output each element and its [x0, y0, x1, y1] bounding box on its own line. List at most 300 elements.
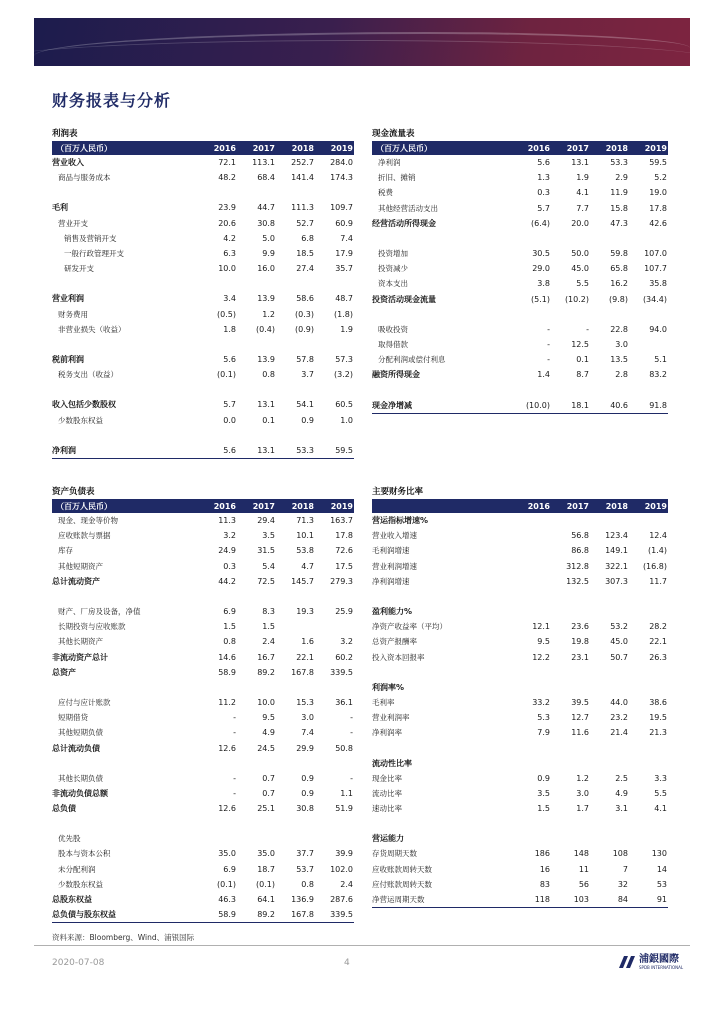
table-cell: 18.7: [257, 864, 275, 874]
table-cell: 6.8: [301, 233, 314, 243]
table-cell: (0.4): [256, 324, 275, 334]
table-cell: (10.0): [525, 400, 550, 410]
row-label: 收入包括少数股权: [52, 400, 116, 410]
table-header: [372, 142, 668, 155]
table-cell: 312.8: [566, 561, 589, 571]
row-label: 少数股东权益: [58, 415, 103, 425]
table-cell: 23.2: [610, 713, 628, 723]
spacer-row: [52, 185, 354, 200]
table-row: [372, 846, 668, 861]
table-cell: (9.8): [609, 294, 628, 304]
table-cell: 24.9: [218, 546, 236, 556]
table-cell: 3.0: [615, 339, 628, 349]
table-cell: 21.3: [649, 728, 667, 738]
table-row: [372, 559, 668, 574]
row-label: 非流动资产总计: [52, 652, 108, 662]
table-row: [372, 513, 668, 528]
table-cell: 8.3: [262, 607, 275, 617]
table-cell: 53.3: [296, 445, 314, 455]
year-header: 2018: [605, 144, 628, 153]
table-row: [52, 443, 354, 458]
table-row: [52, 412, 354, 427]
table-cell: (1.4): [648, 546, 667, 556]
table-cell: (16.8): [642, 561, 667, 571]
table-cell: 14: [656, 864, 667, 874]
table-cell: 149.1: [605, 546, 628, 556]
row-label: 现金净增减: [372, 400, 412, 410]
table-cell: 279.3: [330, 576, 353, 586]
year-header: 2018: [291, 502, 314, 511]
table-cell: 13.1: [571, 158, 589, 168]
table-body: [372, 155, 668, 414]
table-cell: 1.4: [537, 370, 550, 380]
table-cell: 89.2: [257, 910, 275, 920]
table-cell: 1.5: [537, 804, 550, 814]
table-row: [52, 291, 354, 306]
spacer-row: [372, 589, 668, 604]
table-cell: 18.5: [296, 249, 314, 259]
table-cell: 3.8: [537, 279, 550, 289]
row-label: 存货周期天数: [372, 849, 417, 859]
spacer-row: [372, 816, 668, 831]
row-label: 总负债与股东权益: [52, 910, 116, 920]
table-cell: 52.7: [296, 218, 314, 228]
table-cell: (0.3): [295, 309, 314, 319]
table-cell: 8.7: [576, 370, 589, 380]
spacer-row: [372, 740, 668, 755]
table-cell: 0.9: [301, 788, 314, 798]
table-cell: 4.9: [615, 788, 628, 798]
row-label: 营运能力: [372, 834, 404, 844]
table-body: [52, 155, 354, 459]
table-row: [52, 634, 354, 649]
section-title: 主要财务比率: [372, 486, 668, 500]
table-cell: 109.7: [330, 203, 353, 213]
table-cell: -: [233, 728, 236, 738]
table-cell: 163.7: [330, 516, 353, 526]
year-header: 2017: [252, 144, 275, 153]
table-cell: 10.0: [218, 264, 236, 274]
row-label: 速动比率: [372, 804, 402, 814]
spacer-row: [372, 382, 668, 397]
table-cell: 7.4: [301, 728, 314, 738]
table-row: [52, 771, 354, 786]
table-cell: 0.1: [576, 355, 589, 365]
table-row: [52, 892, 354, 907]
table-cell: 1.5: [223, 622, 236, 632]
table-row: [372, 367, 668, 382]
spacer-row: [52, 680, 354, 695]
table-cell: 252.7: [291, 158, 314, 168]
table-cell: (3.2): [334, 370, 353, 380]
table-row: [52, 907, 354, 922]
table-cell: 57.3: [335, 354, 353, 364]
table-row: [52, 604, 354, 619]
row-label: 投资活动现金流量: [372, 294, 436, 304]
table-cell: 5.4: [262, 561, 275, 571]
table-cell: 5.7: [537, 203, 550, 213]
table-body: [52, 513, 354, 923]
table-cell: 287.6: [330, 895, 353, 905]
year-header: 2018: [291, 144, 314, 153]
table-row: [52, 846, 354, 861]
row-label: 现金比率: [372, 773, 402, 783]
row-label: 融资所得现金: [372, 370, 420, 380]
table-row: [52, 246, 354, 261]
table-cell: 30.8: [296, 804, 314, 814]
row-label: 盈利能力%: [372, 607, 413, 617]
table-row: [52, 862, 354, 877]
spacer-row: [52, 337, 354, 352]
table-cell: 45.0: [571, 264, 589, 274]
table-cell: 103: [573, 895, 589, 905]
section-title: 资产负债表: [52, 486, 354, 500]
table-row: [52, 397, 354, 412]
table-cell: 1.9: [340, 324, 353, 334]
table-row: [52, 231, 354, 246]
row-label: 总负债: [52, 804, 76, 814]
table-row: [372, 831, 668, 846]
table-cell: 30.8: [257, 218, 275, 228]
table-body: [372, 513, 668, 908]
table-cell: 3.7: [301, 370, 314, 380]
table-cell: (0.1): [217, 879, 236, 889]
footer-date: 2020-07-08: [52, 958, 105, 968]
table-cell: 5.0: [262, 233, 275, 243]
row-label: 营业收入: [52, 158, 84, 168]
logo-text-en: SPDB INTERNATIONAL: [639, 964, 684, 970]
table-row: [52, 170, 354, 185]
logo-text-cn: 浦銀國際: [639, 953, 679, 965]
table-cell: 136.9: [291, 895, 314, 905]
table-cell: 14.6: [218, 652, 236, 662]
row-label: 税前利润: [52, 354, 84, 364]
row-label: 现金、现金等价物: [58, 516, 118, 526]
table-cell: 118: [534, 895, 550, 905]
page-number: 4: [344, 958, 350, 968]
table-cell: 23.6: [571, 622, 589, 632]
page-title: 财务报表与分析: [52, 91, 172, 110]
table-row: [372, 292, 668, 307]
table-cell: 46.3: [218, 895, 236, 905]
table-cell: 3.0: [576, 788, 589, 798]
table-row: [52, 725, 354, 740]
table-cell: 19.0: [649, 188, 667, 198]
table-cell: 5.6: [223, 354, 236, 364]
spacer-row: [52, 428, 354, 443]
table-cell: 26.3: [649, 652, 667, 662]
table-cell: 48.7: [335, 294, 353, 304]
table-cell: 12.2: [532, 652, 550, 662]
table-cell: 7.7: [576, 203, 589, 213]
table-cell: 2.8: [615, 370, 628, 380]
table-cell: 0.8: [301, 879, 314, 889]
table-row: [372, 604, 668, 619]
table-cell: 2.4: [340, 879, 353, 889]
year-header: 2017: [252, 502, 275, 511]
table-cell: 10.1: [296, 531, 314, 541]
table-cell: 1.5: [262, 622, 275, 632]
table-cell: 102.0: [330, 864, 353, 874]
table-row: [52, 801, 354, 816]
table-cell: 5.5: [576, 279, 589, 289]
table-row: [372, 155, 668, 170]
row-label: 吸收投资: [378, 324, 408, 334]
table-cell: 19.5: [649, 713, 667, 723]
table-cell: 21.4: [610, 728, 628, 738]
table-cell: 54.1: [296, 400, 314, 410]
table-cell: 15.8: [610, 203, 628, 213]
table-cell: 59.5: [335, 445, 353, 455]
table-cell: 1.2: [576, 773, 589, 783]
table-row: [372, 170, 668, 185]
table-row: [52, 261, 354, 276]
row-label: 销售及营销开支: [64, 233, 117, 243]
table-cell: 3.5: [537, 788, 550, 798]
row-label: 毛利: [52, 203, 68, 213]
table-cell: 60.5: [335, 400, 353, 410]
table-cell: 29.4: [257, 516, 275, 526]
table-cell: 48.2: [218, 173, 236, 183]
table-cell: 12.6: [218, 804, 236, 814]
table-cell: 72.6: [335, 546, 353, 556]
table-cell: 17.8: [335, 531, 353, 541]
table-cell: 40.6: [610, 400, 628, 410]
table-cell: 2.9: [615, 173, 628, 183]
spacer-row: [52, 276, 354, 291]
table-cell: 322.1: [605, 561, 628, 571]
table-cell: 94.0: [649, 324, 667, 334]
row-label: 其他经营活动支出: [378, 203, 438, 213]
table-cell: 44.2: [218, 576, 236, 586]
table-row: [52, 367, 354, 382]
table-cell: 0.7: [262, 788, 275, 798]
table-row: [372, 276, 668, 291]
table-cell: 113.1: [252, 158, 275, 168]
table-cell: 10.0: [257, 697, 275, 707]
row-label: 短期借贷: [58, 713, 88, 723]
table-cell: 22.8: [610, 324, 628, 334]
table-row: [52, 740, 354, 755]
year-header: 2017: [566, 144, 589, 153]
table-cell: 71.3: [296, 516, 314, 526]
table-cell: 12.4: [649, 531, 667, 541]
table-cell: 22.1: [296, 652, 314, 662]
table-cell: 5.3: [537, 713, 550, 723]
table-cell: 29.0: [532, 264, 550, 274]
table-cell: (6.4): [531, 218, 550, 228]
table-row: [372, 261, 668, 276]
table-row: [372, 619, 668, 634]
table-cell: 7: [622, 864, 628, 874]
row-label: 税费: [378, 188, 393, 198]
table-cell: 17.5: [335, 561, 353, 571]
table-row: [52, 574, 354, 589]
table-row: [372, 543, 668, 558]
row-label: 营运指标增速%: [372, 516, 429, 526]
year-header: 2019: [330, 502, 353, 511]
table-cell: 35.0: [257, 849, 275, 859]
row-label: 营业收入增速: [372, 531, 417, 541]
row-label: 优先股: [58, 834, 81, 844]
table-cell: 0.3: [537, 188, 550, 198]
unit-label: （百万人民币）: [376, 144, 432, 153]
table-row: [372, 337, 668, 352]
table-cell: (0.5): [217, 309, 236, 319]
table-row: [52, 528, 354, 543]
table-cell: (0.9): [295, 324, 314, 334]
table-cell: 83: [539, 879, 550, 889]
table-row: [52, 831, 354, 846]
row-label: 净营运周期天数: [372, 895, 425, 905]
row-label: 营业开支: [58, 218, 88, 228]
table-row: [372, 755, 668, 770]
table-cell: 6.3: [223, 249, 236, 259]
row-label: 净利润增速: [372, 576, 410, 586]
table-cell: 58.6: [296, 294, 314, 304]
table-cell: 4.1: [654, 804, 667, 814]
table-cell: 6.9: [223, 607, 236, 617]
row-label: 经营活动所得现金: [372, 218, 436, 228]
table-cell: (1.8): [334, 309, 353, 319]
table-row: [52, 619, 354, 634]
table-cell: 3.0: [301, 713, 314, 723]
table-cell: 1.8: [223, 324, 236, 334]
table-cell: 2.5: [615, 773, 628, 783]
table-cell: 84: [617, 895, 628, 905]
table-row: [372, 528, 668, 543]
year-header: 2017: [566, 502, 589, 511]
table-cell: 17.8: [649, 203, 667, 213]
table-cell: 3.2: [340, 637, 353, 647]
spacer-row: [372, 307, 668, 322]
row-label: 应收账款周转天数: [372, 864, 432, 874]
table-cell: 3.4: [223, 294, 236, 304]
table-row: [372, 680, 668, 695]
row-label: 应付与应计账款: [58, 697, 111, 707]
table-cell: 1.3: [537, 173, 550, 183]
table-cell: 53.7: [296, 864, 314, 874]
row-label: 一般行政管理开支: [64, 249, 124, 259]
table-cell: 44.7: [257, 203, 275, 213]
table-cell: 9.5: [262, 713, 275, 723]
table-cell: -: [350, 773, 353, 783]
table-cell: 25.1: [257, 804, 275, 814]
table-cell: 1.2: [262, 309, 275, 319]
spdb-logo: [618, 954, 683, 970]
table-cell: 16: [539, 864, 550, 874]
row-label: 少数股东权益: [58, 879, 103, 889]
table-cell: 13.1: [257, 400, 275, 410]
table-cell: 53: [656, 879, 667, 889]
row-label: 财务费用: [58, 309, 88, 319]
row-label: 营业利润率: [372, 713, 410, 723]
table-cell: 60.2: [335, 652, 353, 662]
row-label: 净资产收益率（平均）: [372, 622, 447, 632]
row-label: 流动性比率: [372, 758, 412, 768]
row-label: 流动比率: [372, 788, 402, 798]
table-cell: 19.8: [571, 637, 589, 647]
table-cell: 0.9: [301, 415, 314, 425]
table-cell: 38.6: [649, 697, 667, 707]
table-row: [372, 322, 668, 337]
table-cell: 15.3: [296, 697, 314, 707]
table-cell: 148: [573, 849, 589, 859]
row-label: 投入资本回报率: [372, 652, 425, 662]
row-label: 毛利率: [372, 697, 395, 707]
table-cell: 1.9: [576, 173, 589, 183]
table-cell: 19.3: [296, 607, 314, 617]
table-cell: 1.6: [301, 637, 314, 647]
table-cell: (10.2): [564, 294, 589, 304]
table-cell: 5.7: [223, 400, 236, 410]
row-label: 总计流动负债: [52, 743, 100, 753]
table-cell: 13.9: [257, 354, 275, 364]
table-cell: 12.1: [532, 622, 550, 632]
table-row: [372, 862, 668, 877]
table-cell: 44.0: [610, 697, 628, 707]
year-header: 2019: [644, 502, 667, 511]
year-header: 2019: [644, 144, 667, 153]
table-cell: 22.1: [649, 637, 667, 647]
row-label: 毛利润增速: [372, 546, 410, 556]
row-label: 资本支出: [378, 279, 408, 289]
source-note: 资料来源：Bloomberg、Wind、浦银国际: [52, 933, 195, 942]
table-cell: 339.5: [330, 910, 353, 920]
table-cell: 12.5: [571, 339, 589, 349]
table-row: [372, 246, 668, 261]
table-cell: 57.8: [296, 354, 314, 364]
table-cell: 35.7: [335, 264, 353, 274]
footer-divider: [34, 945, 690, 946]
table-cell: 56: [578, 879, 589, 889]
table-cell: 42.6: [649, 218, 667, 228]
table-cell: 186: [534, 849, 550, 859]
table-cell: 0.3: [223, 561, 236, 571]
table-cell: 145.7: [291, 576, 314, 586]
row-label: 利润率%: [372, 682, 405, 692]
table-cell: 5.5: [654, 788, 667, 798]
table-cell: 18.1: [571, 400, 589, 410]
header-banner: [34, 18, 690, 66]
table-cell: 25.9: [335, 607, 353, 617]
table-cell: -: [233, 713, 236, 723]
table-cell: 35.8: [649, 279, 667, 289]
table-cell: 11.9: [610, 188, 628, 198]
table-row: [52, 786, 354, 801]
table-row: [372, 695, 668, 710]
table-row: [372, 574, 668, 589]
table-cell: 50.7: [610, 652, 628, 662]
table-cell: 5.1: [654, 355, 667, 365]
row-label: 净利润率: [372, 728, 402, 738]
table-cell: 5.2: [654, 173, 667, 183]
row-label: 总资产报酬率: [372, 637, 417, 647]
table-row: [372, 216, 668, 231]
table-cell: 91: [656, 895, 667, 905]
row-label: 其他长期负债: [58, 773, 103, 783]
row-label: 营业利润: [52, 294, 84, 304]
table-cell: 59.5: [649, 158, 667, 168]
row-label: 折旧、摊销: [378, 173, 416, 183]
row-label: 总计流动资产: [52, 576, 100, 586]
table-cell: 167.8: [291, 910, 314, 920]
table-cell: 108: [612, 849, 628, 859]
table-row: [372, 352, 668, 367]
table-cell: -: [350, 728, 353, 738]
table-cell: 3.1: [615, 804, 628, 814]
table-cell: 32: [617, 879, 628, 889]
